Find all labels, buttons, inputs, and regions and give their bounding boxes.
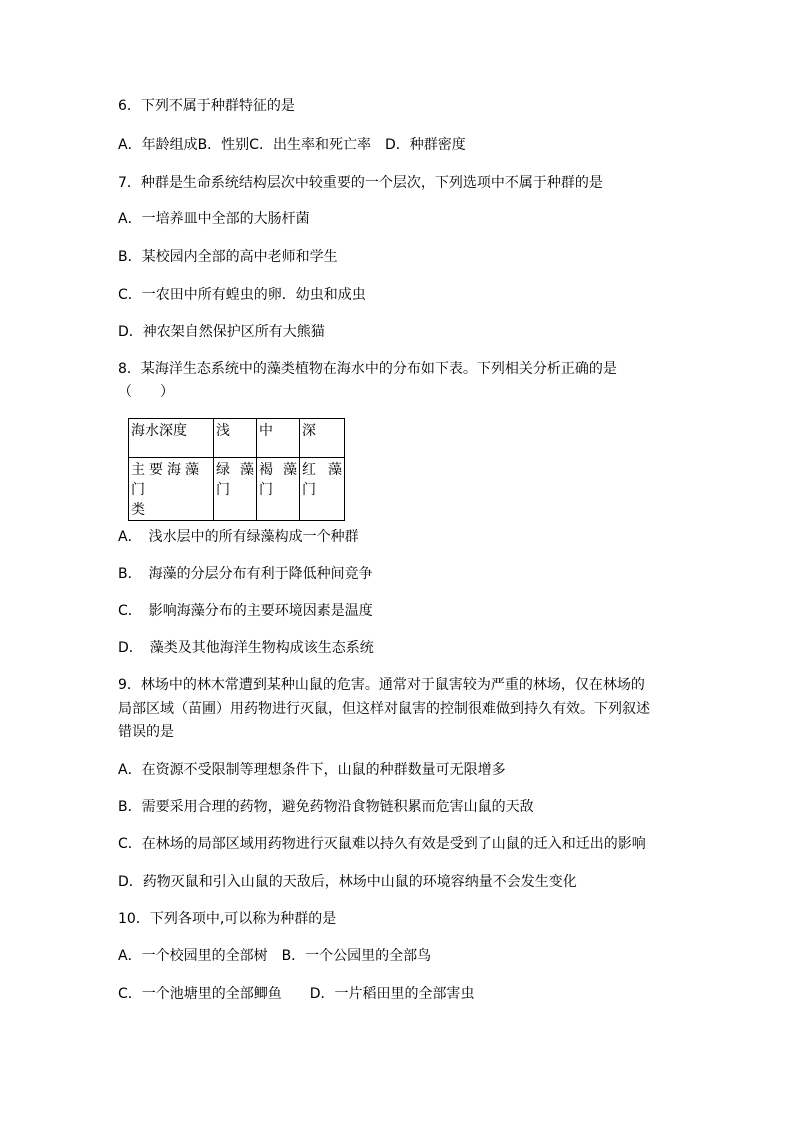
cell-green-algae	[214, 458, 257, 521]
cell-red-part2: 藻	[328, 462, 342, 478]
algae-distribution-table	[128, 418, 345, 521]
q6-stem: 6．下列不属于种群特征的是	[118, 98, 295, 114]
cell-red-algae	[300, 458, 345, 521]
row-label-cell	[129, 458, 214, 521]
cell-brown-line1	[259, 460, 297, 480]
row-label-line1	[131, 460, 211, 500]
q7-option-b: B．某校园内全部的高中老师和学生	[118, 249, 338, 265]
header-shallow: 浅	[214, 419, 257, 458]
cell-green-part2: 藻	[240, 462, 254, 478]
q7-option-a: A．一培养皿中全部的大肠杆菌	[118, 211, 310, 227]
q9-stem-line1: 9．林场中的林木常遭到某种山鼠的危害。通常对于鼠害较为严重的林场，仅在林场的	[118, 677, 645, 693]
q7-option-d: D．神农架自然保护区所有大熊猫	[118, 324, 325, 340]
header-depth: 海水深度	[129, 419, 214, 458]
q8-option-a: A． 浅水层中的所有绿藻构成一个种群	[118, 529, 359, 545]
cell-brown-part3: 门	[259, 482, 273, 498]
q9-stem-line2: 局部区域（苗圃）用药物进行灭鼠，但这样对鼠害的控制很难做到持久有效。下列叙述	[118, 701, 650, 717]
cell-red-part1: 红	[302, 462, 316, 478]
q6-options: A．年龄组成B．性别C．出生率和死亡率 D．种群密度	[118, 137, 466, 153]
cell-green-part3: 门	[216, 482, 230, 498]
cell-red-part3: 门	[302, 482, 316, 498]
q9-option-a: A．在资源不受限制等理想条件下，山鼠的种群数量可无限增多	[118, 762, 506, 778]
row-label-part2: 类	[131, 502, 145, 518]
cell-green-part1: 绿	[216, 462, 230, 478]
q8-option-b: B． 海藻的分层分布有利于降低种间竞争	[118, 566, 373, 582]
q8-option-c: C． 影响海藻分布的主要环境因素是温度	[118, 603, 373, 619]
q9-option-c: C．在林场的局部区域用药物进行灭鼠难以持久有效是受到了山鼠的迁入和迁出的影响	[118, 836, 646, 852]
q9-option-d: D．药物灭鼠和引入山鼠的天敌后，林场中山鼠的环境容纳量不会发生变化	[118, 874, 577, 890]
q9-option-b: B．需要采用合理的药物，避免药物沿食物链积累而危害山鼠的天敌	[118, 799, 534, 815]
algae-distribution-table-wrap	[128, 418, 345, 521]
cell-brown-algae	[257, 458, 300, 521]
q10-options-ab: A．一个校园里的全部树 B．一个公园里的全部鸟	[118, 948, 432, 964]
q7-stem: 7．种群是生命系统结构层次中较重要的一个层次，下列选项中不属于种群的是	[118, 175, 603, 191]
q8-stem-line1: 8．某海洋生态系统中的藻类植物在海水中的分布如下表。下列相关分析正确的是	[118, 361, 617, 377]
q7-option-c: C．一农田中所有蝗虫的卵．幼虫和成虫	[118, 287, 366, 303]
cell-red-line1	[302, 460, 342, 480]
table-row	[129, 458, 345, 521]
q10-stem: 10．下列各项中,可以称为种群的是	[118, 911, 337, 927]
row-label-part1: 主要海藻门	[131, 462, 203, 498]
table-header-row	[129, 419, 345, 458]
q10-options-cd: C．一个池塘里的全部鲫鱼 D．一片稻田里的全部害虫	[118, 986, 475, 1002]
q9-stem-line3: 错误的是	[118, 724, 174, 740]
q8-option-d: D． 藻类及其他海洋生物构成该生态系统	[118, 640, 374, 656]
cell-brown-part1: 褐	[259, 462, 273, 478]
cell-brown-part2: 藻	[283, 462, 297, 478]
header-middle: 中	[257, 419, 300, 458]
q8-stem-line2: （ ）	[118, 384, 174, 400]
cell-green-line1	[216, 460, 254, 480]
header-deep: 深	[300, 419, 345, 458]
